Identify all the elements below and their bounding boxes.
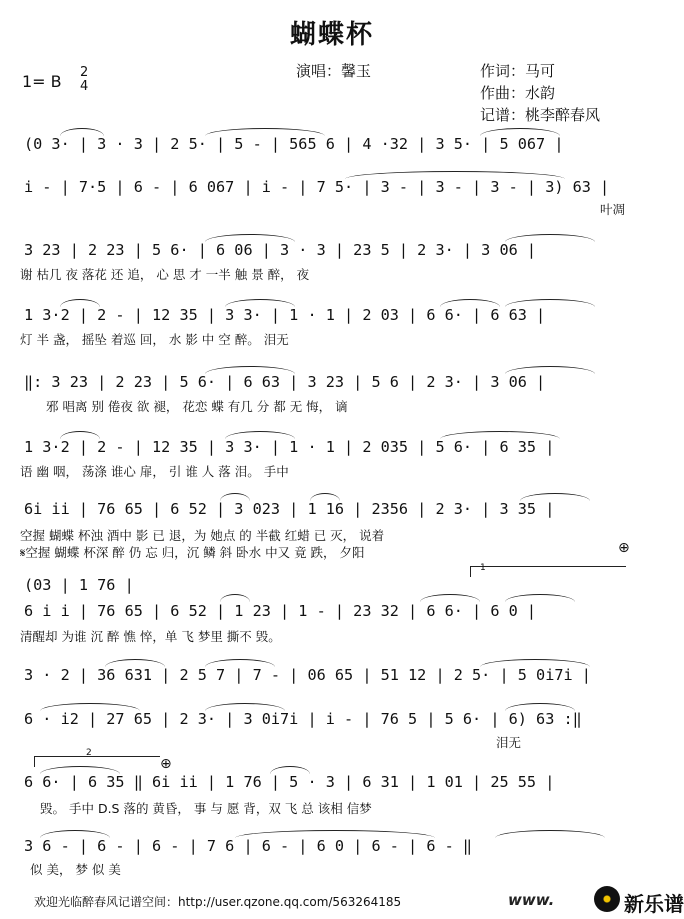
tie-mark	[420, 594, 480, 602]
tie-mark	[270, 766, 310, 774]
coda-sign: ⊕	[160, 756, 172, 772]
time-signature	[80, 66, 88, 94]
tie-mark	[505, 594, 575, 602]
tie-mark	[495, 830, 605, 838]
tie-mark	[480, 128, 560, 136]
tie-mark	[105, 659, 165, 667]
time-denominator: 4	[80, 79, 89, 94]
score-line-12-notes: 6 6· | 6 35 ‖ 6i ii | 1 76 | 5 · 3 | 6 31 | 1 01 | 25 55 |	[24, 773, 555, 791]
tie-mark	[220, 594, 250, 602]
logo-site-text: www.	[508, 891, 555, 909]
score-line-6-lyrics: 语 幽 咽， 荡涤 谁心 扉， 引 谁 人 落 泪。 手中	[20, 464, 289, 479]
tie-mark	[40, 766, 120, 774]
score-line-11-notes: 6 · i2 | 27 65 | 2 3· | 3 0i7i | i - | 76 5 | 5 6· | 6) 63 :‖	[24, 710, 582, 728]
tie-mark	[205, 659, 275, 667]
score-line-12-lyrics: 毁。 手中 D.S 落的 黄昏， 事 与 愿 背，双 飞 总 该相 信梦	[40, 801, 372, 816]
tie-mark	[60, 431, 100, 439]
score-line-7-lyrics: 空握 蝴蝶 杯浊 酒中 影 已 退，为 她点 的 半截 红蜡 已 灭， 说着	[20, 528, 385, 543]
tie-mark	[205, 128, 325, 136]
singer-credit: 演唱：馨玉	[296, 62, 372, 80]
site-logo	[508, 885, 684, 916]
tie-mark	[440, 431, 560, 439]
score-line-6-notes: 1 3·2 | 2 - | 12 35 | 3 3· | 1 · 1 | 2 035 | 5 6· | 6 35 |	[24, 438, 555, 456]
score-line-7b-lyrics: 𝄋空握 蝴蝶 杯深 醉 仍 忘 归，沉 鳞 斜 卧水 中又 竟 跌， 夕阳	[20, 545, 365, 560]
score-line-10-notes: 3 · 2 | 36 631 | 2 5 7 | 7 - | 06 65 | 51 12 | 2 5· | 5 0i7i |	[24, 666, 591, 684]
tie-mark	[205, 703, 285, 711]
score-line-13-notes: 3 6 - | 6 - | 6 - | 7 6 | 6 - | 6 0 | 6 - | 6 - ‖	[24, 837, 473, 855]
tie-mark	[225, 299, 295, 307]
tie-mark	[505, 366, 595, 374]
score-line-8-volta-notes: (03 | 1 76 |	[24, 576, 134, 594]
lyricist-credit: 作词：马可	[480, 62, 556, 80]
time-numerator: 2	[80, 65, 89, 80]
logo-brand-text: 新乐谱	[624, 892, 684, 916]
score-line-5-lyrics: 邪 唱离 别 倦夜 欲 褪， 花恋 蝶 有几 分 都 无 悔， 谪	[46, 399, 348, 414]
coda-sign: ⊕	[618, 540, 630, 556]
score-line-2-lyrics: 叶凋	[600, 202, 626, 217]
tie-mark	[505, 703, 575, 711]
score-line-3-notes: 3 23 | 2 23 | 5 6· | 6 06 | 3 · 3 | 23 5 | 2 3· | 3 06 |	[24, 241, 537, 259]
page-title: 蝴蝶杯	[289, 20, 374, 50]
tie-mark	[440, 299, 500, 307]
score-line-7-notes: 6i ii | 76 65 | 6 52 | 3 023 | 1 16 | 2356 | 2 3· | 3 35 |	[24, 500, 555, 518]
footer-text: 欢迎光临醉春风记谱空间：http://user.qzone.qq.com/563264185	[34, 895, 402, 909]
tie-mark	[60, 299, 100, 307]
score-line-9-notes: 6 i i | 76 65 | 6 52 | 1 23 | 1 - | 23 32 | 6 6· | 6 0 |	[24, 602, 537, 620]
score-line-11-lyrics: 泪无	[496, 735, 522, 750]
key-signature: 1= B	[22, 72, 62, 91]
score-line-5-notes: ‖: 3 23 | 2 23 | 5 6· | 6 63 | 3 23 | 5 6 | 2 3· | 3 06 |	[24, 373, 546, 391]
volta-bracket-1	[470, 566, 626, 577]
tie-mark	[310, 493, 340, 501]
tie-mark	[505, 299, 595, 307]
volta-number-2: 2	[86, 748, 92, 758]
tie-mark	[505, 234, 595, 242]
tie-mark	[480, 659, 590, 667]
transcriber-credit: 记谱：桃李醉春风	[480, 106, 601, 124]
tie-mark	[40, 703, 140, 711]
score-line-1-notes: (0 3· | 3 · 3 | 2 5· | 5 - | 565 6 | 4 ·32 | 3 5· | 5 067 |	[24, 135, 564, 153]
tie-mark	[40, 830, 110, 838]
score-line-3-lyrics: 谢 枯几 夜 落花 还 追， 心 思 才 一半 触 景 醉， 夜	[20, 267, 310, 282]
record-disc-icon	[594, 886, 620, 912]
volta-number-1: 1	[480, 563, 486, 573]
score-line-2-notes: i - | 7·5 | 6 - | 6 067 | i - | 7 5· | 3 - | 3 - | 3 - | 3) 63 |	[24, 178, 610, 196]
score-line-4-notes: 1 3·2 | 2 - | 12 35 | 3 3· | 1 · 1 | 2 03 | 6 6· | 6 63 |	[24, 306, 546, 324]
tie-mark	[220, 493, 250, 501]
tie-mark	[235, 830, 435, 838]
tie-mark	[345, 171, 565, 179]
tie-mark	[520, 493, 590, 501]
score-line-13-lyrics: 似 美， 梦 似 美	[30, 862, 121, 877]
tie-mark	[205, 366, 295, 374]
tie-mark	[60, 128, 104, 136]
score-line-4-lyrics: 灯 半 盏， 摇坠 着巡 回， 水 影 中 空 醉。 泪无	[20, 332, 289, 347]
composer-credit: 作曲：水韵	[480, 84, 556, 102]
tie-mark	[205, 234, 295, 242]
tie-mark	[225, 431, 295, 439]
score-line-9-lyrics: 清醒却 为谁 沉 醉 憔 悴，单 飞 梦里 撕不 毁。	[20, 629, 281, 644]
volta-bracket-2	[34, 756, 160, 767]
